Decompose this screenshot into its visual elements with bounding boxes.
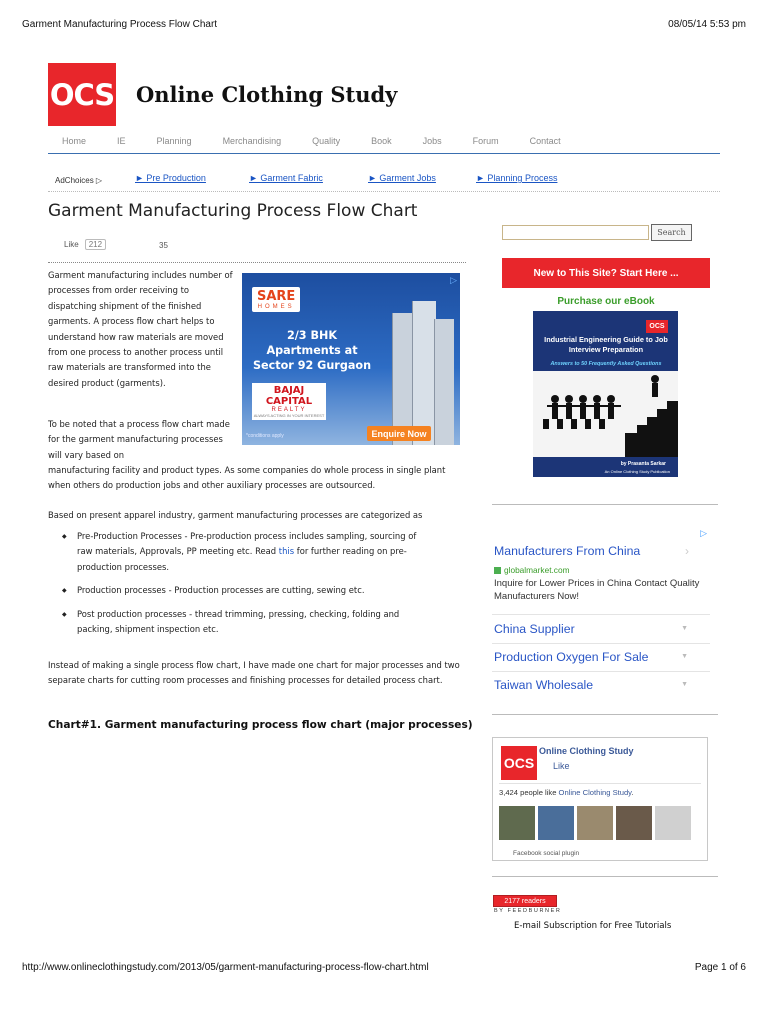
- ebook-cover[interactable]: [533, 311, 678, 477]
- building-image: [434, 319, 454, 445]
- note-paragraph-start: To be noted that a process flow chart made for the garment manufacturing processes will vary based on: [48, 419, 230, 460]
- site-logo[interactable]: OCS: [48, 63, 116, 126]
- adchoices-label[interactable]: AdChoices ▷: [55, 176, 103, 185]
- ad-item-china-supplier[interactable]: China Supplier ▼: [492, 616, 710, 644]
- link-pre-production[interactable]: ► Pre Production: [135, 173, 206, 183]
- divider: [499, 783, 701, 784]
- sponsored-links-ad: [492, 528, 710, 714]
- chevron-down-icon: ▼: [681, 653, 688, 660]
- ad-item-taiwan-wholesale[interactable]: Taiwan Wholesale ▼: [494, 678, 688, 692]
- link-garment-jobs[interactable]: ► Garment Jobs: [368, 173, 436, 183]
- building-image: [412, 301, 436, 445]
- print-footer-url: http://www.onlineclothingstudy.com/2013/05/garment-manufacturing-process-flow-chart.html: [22, 962, 429, 973]
- ad-description: Inquire for Lower Prices in China Contact Quality Manufacturers Now!: [494, 578, 700, 602]
- ad-item-oxygen[interactable]: Production Oxygen For Sale ▼: [492, 644, 710, 672]
- nav-item-planning[interactable]: Planning: [156, 136, 192, 146]
- feedburner-byline: BY FEEDBURNER: [494, 908, 562, 914]
- fb-fan-faces: [499, 806, 691, 840]
- list-item: ◆ Post production processes - thread trimming, pressing, checking, folding and packing, shipment inspection etc.: [62, 607, 434, 638]
- article-title: Garment Manufacturing Process Flow Chart: [48, 201, 418, 221]
- ebook-title: Industrial Engineering Guide to Job Interview Preparation: [544, 335, 668, 354]
- chevron-down-icon: ▼: [681, 625, 688, 632]
- ad-domain[interactable]: globalmarket.com: [494, 565, 569, 575]
- fb-like-button[interactable]: Like: [553, 761, 570, 771]
- like-label: Like: [64, 240, 79, 249]
- like-count: 212: [85, 239, 106, 250]
- facebook-like-box: [492, 737, 708, 861]
- bajaj-capital-logo: BAJAJ CAPITAL REALTY ALWAYS ACTING IN YOUR INTEREST: [253, 385, 325, 418]
- search-button[interactable]: Search: [651, 224, 692, 241]
- facebook-like-button[interactable]: [64, 239, 106, 250]
- share-count: 35: [159, 241, 168, 250]
- print-footer: [22, 962, 746, 973]
- apartment-ad-banner[interactable]: [242, 273, 460, 445]
- avatar[interactable]: [499, 806, 535, 840]
- avatar[interactable]: [538, 806, 574, 840]
- enquire-now-button[interactable]: Enquire Now: [367, 426, 431, 441]
- sare-homes-logo: SARE HOMES: [252, 287, 300, 312]
- purchase-ebook-label[interactable]: Purchase our eBook: [557, 296, 655, 307]
- nav-item-merchandising[interactable]: Merchandising: [222, 136, 282, 146]
- site-title[interactable]: Online Clothing Study: [136, 82, 398, 107]
- divider: [492, 714, 718, 715]
- avatar[interactable]: [577, 806, 613, 840]
- ebook-author: by Prasanta Sarkar: [620, 461, 666, 467]
- fb-page-name[interactable]: Online Clothing Study: [539, 746, 634, 756]
- ad-info-icon[interactable]: ▷: [450, 275, 457, 285]
- link-planning-process[interactable]: ► Planning Process: [476, 173, 558, 183]
- avatar[interactable]: [655, 806, 691, 840]
- ad-link-manufacturers-china[interactable]: Manufacturers From China: [494, 544, 641, 558]
- nav-item-forum[interactable]: Forum: [472, 136, 499, 146]
- ad-fine-print: *conditions apply: [246, 433, 284, 439]
- divider: [492, 614, 710, 615]
- link-garment-fabric[interactable]: ► Garment Fabric: [249, 173, 323, 183]
- read-this-link[interactable]: this: [278, 546, 295, 557]
- chevron-right-icon: ›: [685, 544, 689, 558]
- avatar[interactable]: [616, 806, 652, 840]
- ebook-ocs-badge: OCS: [646, 320, 668, 333]
- nav-item-home[interactable]: Home: [62, 136, 87, 146]
- ebook-subtitle: Answers to 50 Frequently Asked Questions: [550, 361, 662, 367]
- globe-icon: [494, 567, 501, 574]
- intro-paragraph: Garment manufacturing includes number of processes from order receiving to dispatching shipment of the finished garments. A process flow chart helps to understand how raw materials are moved from one process to another process until raw materials are transformed into the desired product (garments).: [48, 270, 233, 388]
- nav-item-quality[interactable]: Quality: [312, 136, 341, 146]
- fb-plugin-label[interactable]: Facebook social plugin: [513, 850, 580, 857]
- adchoices-icon[interactable]: ▷: [700, 528, 707, 538]
- fb-like-count: 3,424 people like Online Clothing Study.: [499, 788, 634, 797]
- feedburner-counter[interactable]: 2177 readers: [493, 895, 557, 907]
- categories-paragraph: Based on present apparel industry, garment manufacturing processes are categorized as: [48, 510, 423, 520]
- ad-headline: 2/3 BHK Apartments at Sector 92 Gurgaon: [252, 329, 372, 372]
- ebook-illustration: [533, 371, 678, 457]
- top-navigation: [48, 136, 720, 154]
- divider: [492, 876, 718, 877]
- divider: [492, 504, 718, 505]
- nav-item-contact[interactable]: Contact: [529, 136, 561, 146]
- list-item: ◆ Pre-Production Processes - Pre-production process includes sampling, sourcing of raw materials, Approvals, PP meeting etc. Read this for further reading on pre-production processes.: [62, 529, 434, 575]
- print-header: [22, 19, 746, 30]
- fb-page-logo[interactable]: OCS: [501, 746, 537, 780]
- print-header-datetime: 08/05/14 5:53 pm: [668, 19, 746, 30]
- list-item: ◆ Production processes - Production processes are cutting, sewing etc.: [62, 583, 434, 598]
- chevron-down-icon: ▼: [681, 681, 688, 688]
- ebook-publisher: An Online Clothing Study Publication: [604, 469, 670, 474]
- search-input[interactable]: [502, 225, 649, 240]
- print-footer-page: Page 1 of 6: [694, 962, 746, 973]
- nav-item-jobs[interactable]: Jobs: [422, 136, 442, 146]
- divider: [48, 262, 466, 263]
- ad-link-bar: [48, 168, 720, 192]
- new-to-site-banner[interactable]: New to This Site? Start Here ...: [502, 258, 710, 288]
- chart-heading: Chart#1. Garment manufacturing process flow chart (major processes): [48, 719, 473, 731]
- note-paragraph-end: manufacturing facility and product types. As some companies do whole process in single plant when others do production jobs and other auxiliary processes are outsourced.: [48, 465, 446, 491]
- email-subscription-label: E-mail Subscription for Free Tutorials: [514, 921, 672, 931]
- nav-item-ie[interactable]: IE: [117, 136, 126, 146]
- print-header-title: Garment Manufacturing Process Flow Chart: [22, 19, 218, 30]
- process-categories-list: [62, 529, 434, 645]
- charts-intro-paragraph: Instead of making a single process flow chart, I have made one chart for major processes and two separate charts for cutting room processes and finishing processes for detailed process chart.: [48, 660, 460, 686]
- nav-item-book[interactable]: Book: [371, 136, 392, 146]
